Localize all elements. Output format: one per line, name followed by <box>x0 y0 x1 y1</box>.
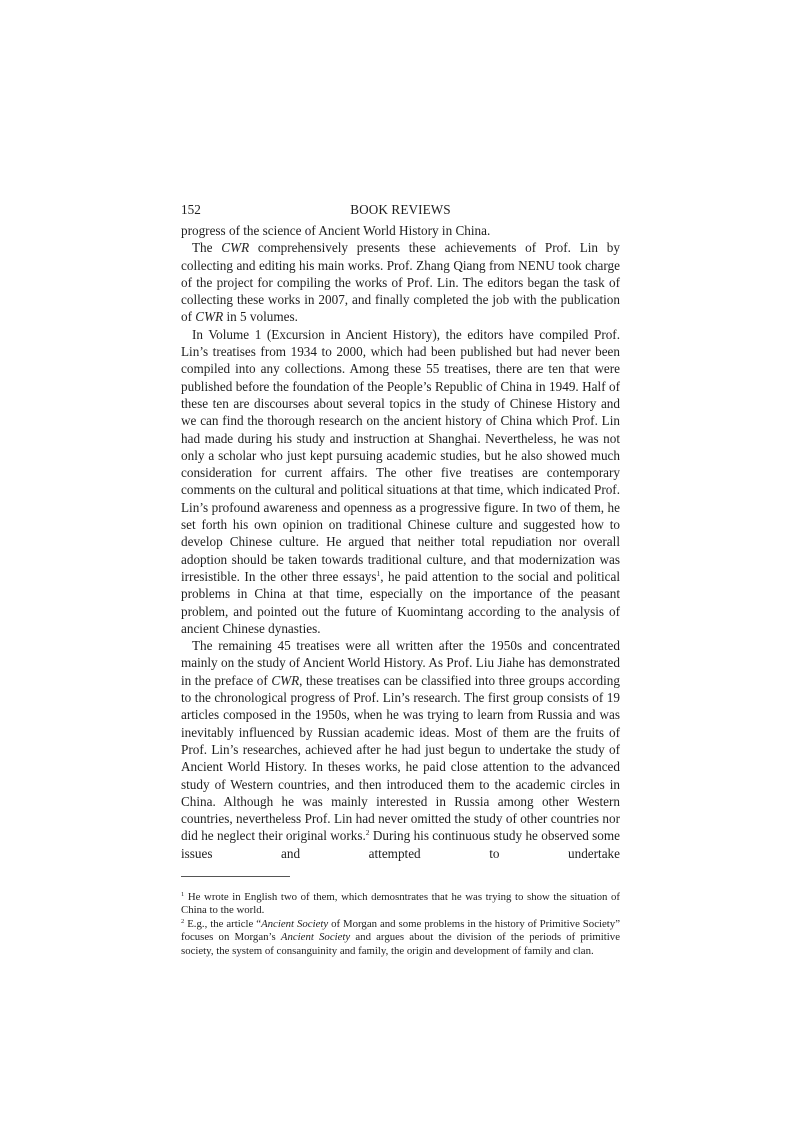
italic-title: Ancient Society <box>280 931 351 944</box>
paragraph-text: The <box>192 240 222 256</box>
paragraph-cwr-overview <box>181 239 620 325</box>
footnote-1 <box>181 891 620 918</box>
footnote-text: and argues about the division of the periods of primitive society, the system of consanguinity and family, the origin and development of family and clan. <box>181 931 620 957</box>
footnote-ref-1[interactable]: 1 <box>376 568 381 578</box>
italic-title: CWR <box>195 309 224 325</box>
running-head <box>181 200 620 220</box>
paragraph-text: progress of the science of Ancient World History in China. <box>181 223 491 238</box>
paragraph-continued <box>181 222 620 239</box>
paragraph-text: , these treatises can be classified into three groups according to the chronological progress of Prof. Lin’s research. The first group consists of 19 articles composed in the 1950s, when he was trying to learn from Russia and was inevitably influenced by Russian academic ideas. Most of them are the fruits of Prof. Lin’s researches, achieved after he had just begun to undertake the study of Ancient World History. In theses works, he paid close attention to the advanced study of Western countries, and then introduced them to the academic circles in China. Although he was mainly interested in Russia among other Western countries, nevertheless Prof. Lin had never omitted the study of other countries nor did he neglect their original works. <box>181 672 620 844</box>
italic-title: Ancient Society <box>261 917 329 930</box>
footnote-marker: 1 <box>181 890 185 898</box>
book-page <box>181 200 620 958</box>
section-title: BOOK REVIEWS <box>350 202 451 217</box>
paragraph-text: In Volume 1 (Excursion in Ancient History), the editors have compiled Prof. Lin’s treatises from 1934 to 2000, which had been published but had never been compiled into any collections. Among these 55 treatises, there are ten that were published before the foundation of the People’s Republic of China in 1949. Half of these ten are discourses about several topics in the study of Chinese History and we can find the thorough research on the ancient history of China which Prof. Lin had made during his study and instruction at Shanghai. Nevertheless, he was not only a scholar who just kept pursuing academic studies, but he also showed much consideration for current affairs. The other five treatises are contemporary comments on the cultural and political situations at that time, which indicated Prof. Lin’s profound awareness and openness as a progressive figure. In two of them, he set forth his own opinion on traditional Chinese culture and suggested how to develop Chinese culture. He argued that neither total repudiation nor overall adoption should be taken towards traditional culture, and that modernization was irresistible. In the other three essays <box>181 326 620 584</box>
italic-title: CWR <box>221 240 250 256</box>
paragraph-volume-1 <box>181 326 620 637</box>
italic-title: CWR <box>271 672 300 688</box>
footnote-text: E.g., the article “ <box>184 917 262 930</box>
footnote-2 <box>181 918 620 958</box>
paragraph-text: comprehensively presents these achievements of Prof. Lin by collecting and editing his main works. Prof. Zhang Qiang from NENU took charge of the project for compiling the works of Prof. Lin. The editors began the task of collecting these works in 2007, and finally completed the job with the publication of <box>181 240 620 325</box>
footnote-marker: 2 <box>181 917 185 925</box>
paragraph-text: During his continuous study he observed some issues and attempted to undertake <box>181 828 621 861</box>
footnote-text: He wrote in English two of them, which demosntrates that he was trying to show the situation of China to the world. <box>181 890 620 917</box>
footnotes <box>181 891 620 958</box>
footnote-text: of Morgan and some problems in the history of Primitive Society” focuses on Morgan’s <box>181 917 620 944</box>
paragraph-text: The remaining 45 treatises were all written after the 1950s and concentrated mainly on the study of Ancient World History. As Prof. Liu Jiahe has demonstrated in the preface of <box>181 638 620 688</box>
body-text <box>181 222 620 862</box>
paragraph-text: in 5 volumes. <box>223 309 298 325</box>
footnote-ref-2[interactable]: 2 <box>365 828 370 838</box>
paragraph-text: , he paid attention to the social and political problems in China at that time, especially on the importance of the peasant problem, and pointed out the future of Kuomintang according to the analysis of ancient Chinese dynasties. <box>181 568 620 636</box>
page-number: 152 <box>181 202 201 217</box>
footnote-divider <box>181 876 290 877</box>
paragraph-remaining-treatises <box>181 637 620 862</box>
